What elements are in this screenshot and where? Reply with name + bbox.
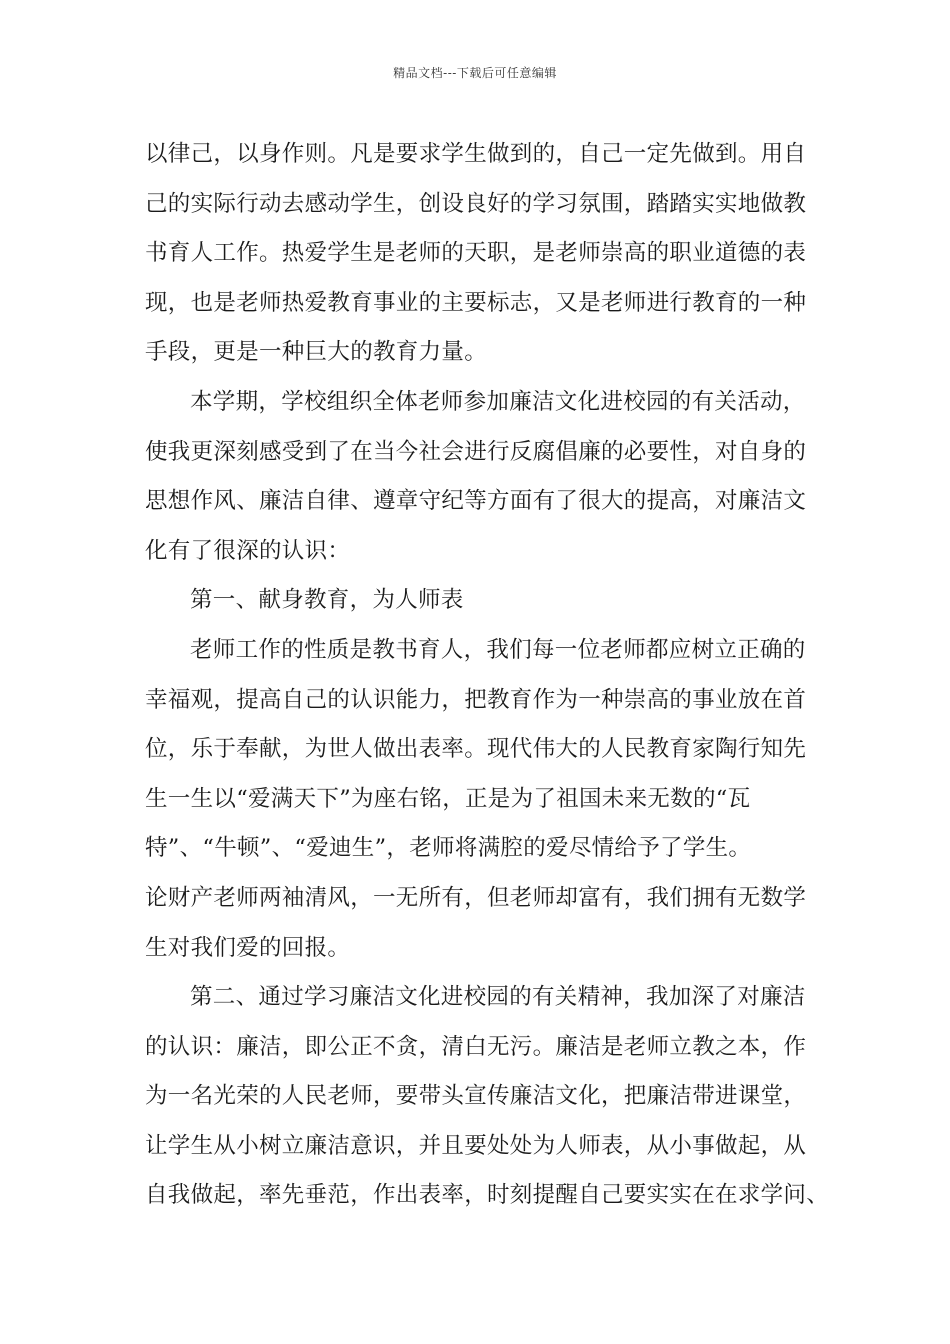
text-line: 自我做起，率先垂范，作出表率，时刻提醒自己要实实在在求学问、: [145, 1182, 830, 1209]
section-heading: 第一、献身教育，为人师表: [190, 587, 464, 614]
text-line: 幸福观，提高自己的认识能力，把教育作为一种崇高的事业放在首: [145, 686, 807, 713]
text-line: 手段，更是一种巨大的教育力量。: [145, 339, 488, 366]
text-line: 现，也是老师热爱教育事业的主要标志，又是老师进行教育的一种: [145, 289, 807, 316]
text-line: 以律己，以身作则。凡是要求学生做到的，自己一定先做到。用自: [145, 141, 807, 167]
page-header: 精品文档---下载后可任意编辑: [393, 66, 557, 80]
document-body: [145, 130, 830, 1221]
text-line: 生对我们爱的回报。: [145, 934, 351, 961]
text-line: 论财产老师两袖清风，一无所有，但老师却富有，我们拥有无数学: [145, 884, 807, 911]
paragraph-first-line: 老师工作的性质是教书育人，我们每一位老师都应树立正确的: [190, 636, 806, 663]
text-line: 为一名光荣的人民老师，要带头宣传廉洁文化，把廉洁带进课堂，: [145, 1083, 807, 1110]
text-line: 生一生以“爱满天下”为座右铭，正是为了祖国未来无数的“瓦: [145, 785, 751, 812]
text-line: 书育人工作。热爱学生是老师的天职，是老师崇高的职业道德的表: [145, 240, 807, 267]
text-line: 己的实际行动去感动学生，创设良好的学习氛围，踏踏实实地做教: [145, 190, 807, 217]
text-line: 的认识：廉洁，即公正不贪，清白无污。廉洁是老师立教之本，作: [145, 1033, 807, 1060]
text-line: 位，乐于奉献，为世人做出表率。现代伟大的人民教育家陶行知先: [145, 736, 807, 763]
text-line: 思想作风、廉洁自律、遵章守纪等方面有了很大的提高，对廉洁文: [145, 488, 807, 515]
text-line: 让学生从小树立廉洁意识，并且要处处为人师表，从小事做起，从: [145, 1132, 807, 1159]
text-line: 特”、“牛顿”、“爱迪生”，老师将满腔的爱尽情给予了学生。: [145, 835, 752, 862]
text-line: 化有了很深的认识：: [145, 537, 351, 564]
paragraph-first-line: 本学期，学校组织全体老师参加廉洁文化进校园的有关活动，: [190, 388, 806, 415]
text-line: 使我更深刻感受到了在当今社会进行反腐倡廉的必要性，对自身的: [145, 438, 807, 465]
paragraph-first-line: 第二、通过学习廉洁文化进校园的有关精神，我加深了对廉洁: [190, 984, 806, 1011]
